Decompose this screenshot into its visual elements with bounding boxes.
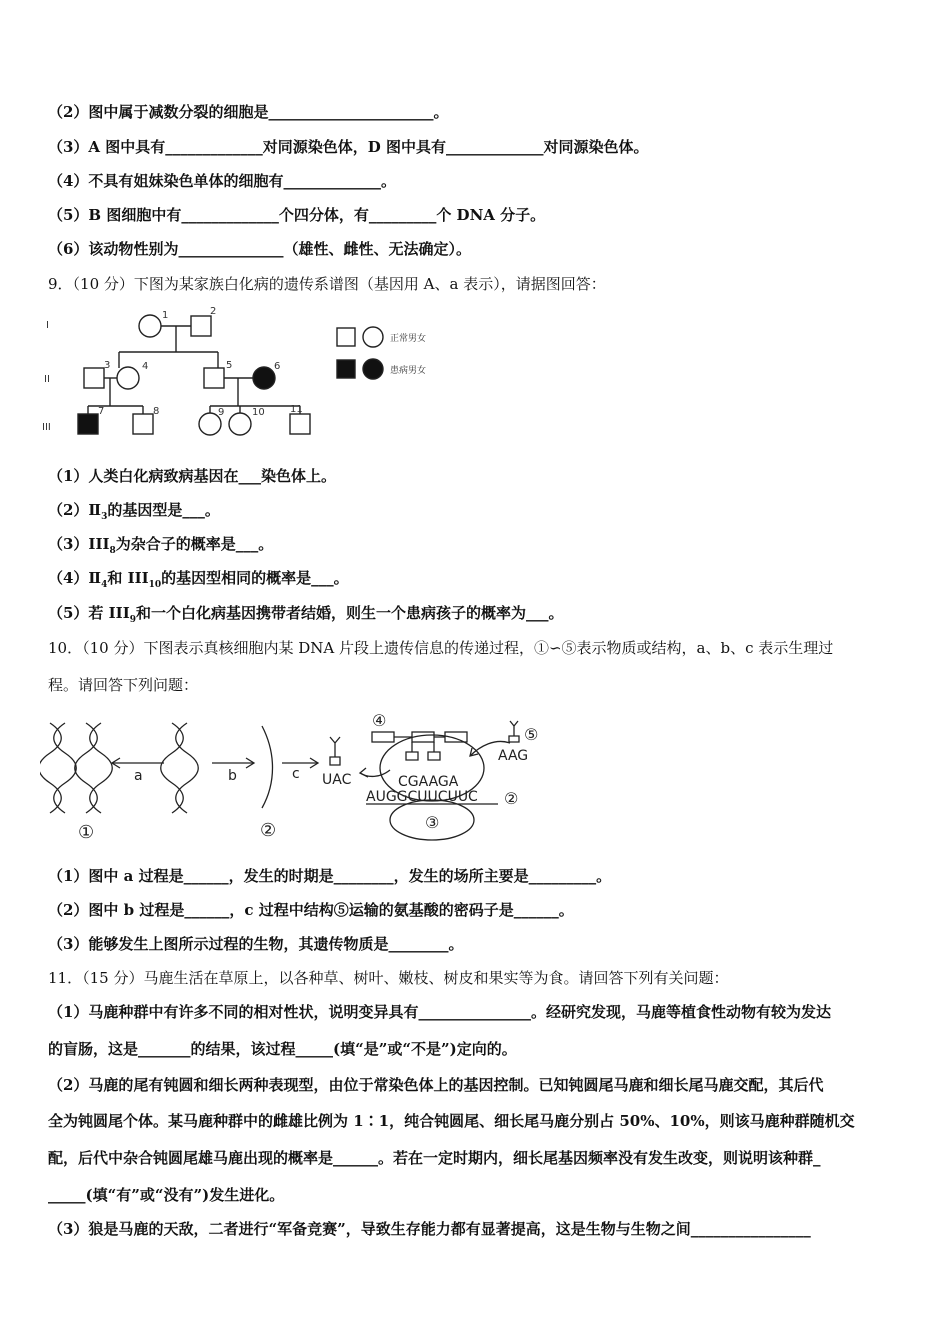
label-circle-1: ① bbox=[78, 822, 95, 843]
pedigree-individual-I1 bbox=[139, 315, 161, 337]
label-circle-4: ④ bbox=[372, 711, 387, 730]
legend-normal-text: 正常男女 bbox=[390, 334, 427, 344]
pedigree-individual-II4 bbox=[117, 367, 139, 389]
q9-l4c: 的基因型相同的概率是___。 bbox=[161, 569, 349, 587]
q9-title: 9．（10 分）下图为某家族白化病的遗传系谱图（基因用 A、a 表示），请据图回答： bbox=[48, 275, 606, 293]
pedigree-individual-I2 bbox=[191, 316, 211, 336]
q11-p2c: 配，后代中杂合钝圆尾雄马鹿出现的概率是______。若在一定时期内，细长尾基因频率没有发生改变，则说明该种群_ bbox=[48, 1149, 821, 1167]
pedigree-individual-II5 bbox=[204, 368, 224, 388]
label-b: b bbox=[228, 768, 237, 784]
q9-line-2 bbox=[48, 500, 220, 527]
pedigree-individual-III8 bbox=[133, 414, 153, 434]
pedigree-num-2: 2 bbox=[210, 306, 217, 317]
label-circle-2b: ② bbox=[504, 789, 519, 808]
label-a: a bbox=[134, 768, 143, 784]
legend-affected-text: 患病男女 bbox=[390, 366, 427, 376]
pedigree-num-4: 4 bbox=[142, 361, 149, 372]
q9-l4sub2: 10 bbox=[148, 580, 162, 590]
q11-title: 11．（15 分）马鹿生活在草原上，以各种草、树叶、嫩枝、树皮和果实等为食。请回答下列有关问题： bbox=[48, 969, 729, 987]
q8-line-4: （4）不具有姐妹染色单体的细胞有_____________。 bbox=[48, 172, 396, 190]
pedigree-individual-III11 bbox=[290, 414, 310, 434]
label-circle-5: ⑤ bbox=[524, 725, 539, 744]
label-circle-3: ③ bbox=[425, 813, 440, 832]
pedigree-individual-II3 bbox=[84, 368, 104, 388]
q9-l3b: 为杂合子的概率是___。 bbox=[115, 535, 274, 553]
pedigree-individual-II6 bbox=[253, 367, 275, 389]
q9-l4a: （4）Ⅱ bbox=[48, 569, 102, 587]
q9-l2sub: 3 bbox=[101, 512, 108, 522]
q9-l2a: （2）Ⅱ bbox=[48, 501, 102, 519]
legend-normal-male-icon bbox=[337, 328, 355, 346]
pedigree-num-9: 9 bbox=[218, 407, 225, 418]
q9-l3a: （3）III bbox=[48, 535, 110, 553]
dna-transfer-diagram bbox=[40, 708, 540, 843]
q11-p1b: 的盲肠，这是_______的结果，该过程_____(填“是”或“不是”)定向的。 bbox=[48, 1040, 517, 1058]
q8-line-5: （5）B 图细胞中有_____________个四分体，有_________个 DNA 分子。 bbox=[48, 206, 546, 224]
gen-label-II: II bbox=[44, 374, 50, 385]
pedigree-chart bbox=[40, 306, 460, 441]
pedigree-num-7: 7 bbox=[98, 406, 105, 417]
q8-line-2: （2）图中属于减数分裂的细胞是______________________。 bbox=[48, 103, 449, 121]
q10-title-2: 程。请回答下列问题： bbox=[48, 676, 199, 694]
gen-label-III: III bbox=[42, 422, 51, 433]
q11-p3: （3）狼是马鹿的天敌，二者进行“军备竞赛”，导致生存能力都有显著提高，这是生物与生物之间________________ bbox=[48, 1220, 811, 1238]
q11-p2a: （2）马鹿的尾有钝圆和细长两种表现型，由位于常染色体上的基因控制。已知钝圆尾马鹿和细长尾马鹿交配，其后代 bbox=[48, 1076, 824, 1094]
label-uac: UAC bbox=[322, 772, 352, 788]
pedigree-num-10: 10 bbox=[252, 407, 265, 418]
pedigree-num-1: 1 bbox=[162, 310, 169, 321]
q9-l5sub: 9 bbox=[129, 615, 136, 625]
q11-p1a: （1）马鹿种群中有许多不同的相对性状，说明变异具有_______________。经研究发现，马鹿等植食性动物有较为发达 bbox=[48, 1003, 831, 1021]
q9-l4b: 和 III bbox=[107, 569, 149, 587]
q10-title: 10．（10 分）下图表示真核细胞内某 DNA 片段上遗传信息的传递过程，①∽⑤表示物质或结构，a、b、c 表示生理过 bbox=[48, 639, 834, 657]
q10-line-3: （3）能够发生上图所示过程的生物，其遗传物质是________。 bbox=[48, 935, 464, 953]
pedigree-num-8: 8 bbox=[153, 406, 160, 417]
q9-l3sub: 8 bbox=[109, 546, 116, 556]
q9-line-5 bbox=[48, 603, 564, 630]
label-mrna: AUGGCUUCUUC bbox=[366, 789, 478, 805]
q9-l4sub1: 4 bbox=[101, 580, 108, 590]
q10-line-1: （1）图中 a 过程是______，发生的时期是________，发生的场所主要是_________。 bbox=[48, 867, 612, 885]
legend-affected-female-icon bbox=[363, 359, 383, 379]
legend-normal-female-icon bbox=[363, 327, 383, 347]
gen-label-I: I bbox=[46, 320, 49, 331]
pedigree-num-5: 5 bbox=[226, 360, 233, 371]
q9-l5a: （5）若 III bbox=[48, 604, 130, 622]
q9-line-3 bbox=[48, 534, 273, 561]
q11-p2b: 全为钝圆尾个体。某马鹿种群中的雌雄比例为 1∶1，纯合钝圆尾、细长尾马鹿分别占 50%、10%，则该马鹿种群随机交 bbox=[48, 1112, 855, 1130]
pedigree-individual-III7 bbox=[78, 414, 98, 434]
q9-line-4 bbox=[48, 568, 349, 595]
label-c: c bbox=[292, 766, 300, 782]
pedigree-num-3: 3 bbox=[104, 360, 111, 371]
q10-line-2: （2）图中 b 过程是______，c 过程中结构⑤运输的氨基酸的密码子是______。 bbox=[48, 901, 574, 919]
q8-line-6: （6）该动物性别为______________（雄性、雌性、无法确定）。 bbox=[48, 240, 471, 258]
pedigree-num-11: 11 bbox=[290, 404, 303, 415]
q9-l5b: 和一个白化病基因携带者结婚，则生一个患病孩子的概率为___。 bbox=[135, 604, 564, 622]
q8-line-3: （3）A 图中具有_____________对同源染色体，D 图中具有_____________对同源染色体。 bbox=[48, 138, 649, 156]
label-aag: AAG bbox=[498, 748, 529, 764]
pedigree-num-6: 6 bbox=[274, 361, 281, 372]
label-circle-2: ② bbox=[260, 820, 277, 841]
q11-p2d: _____(填“有”或“没有”)发生进化。 bbox=[48, 1186, 285, 1204]
pedigree-individual-III10 bbox=[229, 413, 251, 435]
q9-line-1: （1）人类白化病致病基因在___染色体上。 bbox=[48, 467, 336, 485]
legend-affected-male-icon bbox=[337, 360, 355, 378]
q9-l2b: 的基因型是___。 bbox=[107, 501, 220, 519]
label-cgaaga: CGAAGA bbox=[398, 774, 459, 790]
